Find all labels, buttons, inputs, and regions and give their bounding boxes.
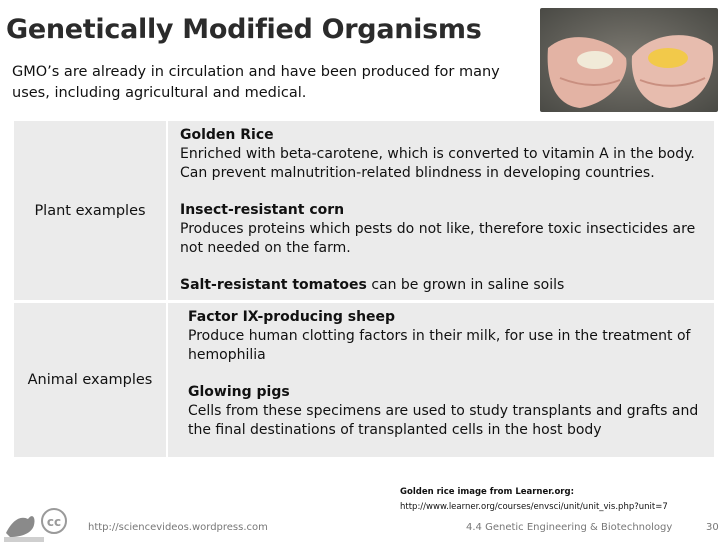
image-credit-url[interactable]: http://www.learner.org/courses/envsci/unit/unit_vis.php?unit=7 [400,502,668,512]
gmo-examples-table [14,121,714,460]
category-cell: Plant examples [14,121,167,302]
image-credit [400,485,668,515]
examples-cell [167,302,714,459]
svg-text:cc: cc [46,515,62,529]
page-title: Genetically Modified Organisms [6,14,482,45]
image-credit-heading: Golden rice image from Learner.org: [400,487,574,497]
item-description: Enriched with beta-carotene, which is converted to vitamin A in the body. Can prevent malnutrition-related blindness in developing countries. [180,146,695,181]
list-item [188,308,708,365]
item-name: Insect-resistant corn [180,202,345,218]
list-item [180,276,708,295]
item-name: Golden Rice [180,127,274,143]
list-item [180,126,708,183]
item-description: Produces proteins which pests do not like, therefore toxic insecticides are not needed on the farm. [180,221,696,256]
item-description: can be grown in saline soils [371,277,565,293]
item-name: Glowing pigs [188,384,290,400]
item-name: Salt-resistant tomatoes [180,277,367,293]
creative-commons-logo [2,503,72,543]
footer-section: 4.4 Genetic Engineering & Biotechnology [466,522,673,533]
footer-website[interactable]: http://sciencevideos.wordpress.com [88,522,268,533]
item-description: Cells from these specimens are used to study transplants and grafts and the final destinations of transplanted cells in the host body [188,403,699,438]
table-row [14,121,714,302]
page-subtitle: GMO’s are already in circulation and have been produced for many uses, including agricultural and medical. [12,64,500,101]
list-item [188,383,708,440]
examples-cell [167,121,714,302]
page-number: 30 [706,522,719,533]
category-cell: Animal examples [14,302,167,459]
hands-holding-rice-photo [540,8,718,112]
item-name: Factor IX-producing sheep [188,309,396,325]
item-description: Produce human clotting factors in their milk, for use in the treatment of hemophilia [188,328,691,363]
list-item [180,201,708,258]
table-row [14,302,714,459]
